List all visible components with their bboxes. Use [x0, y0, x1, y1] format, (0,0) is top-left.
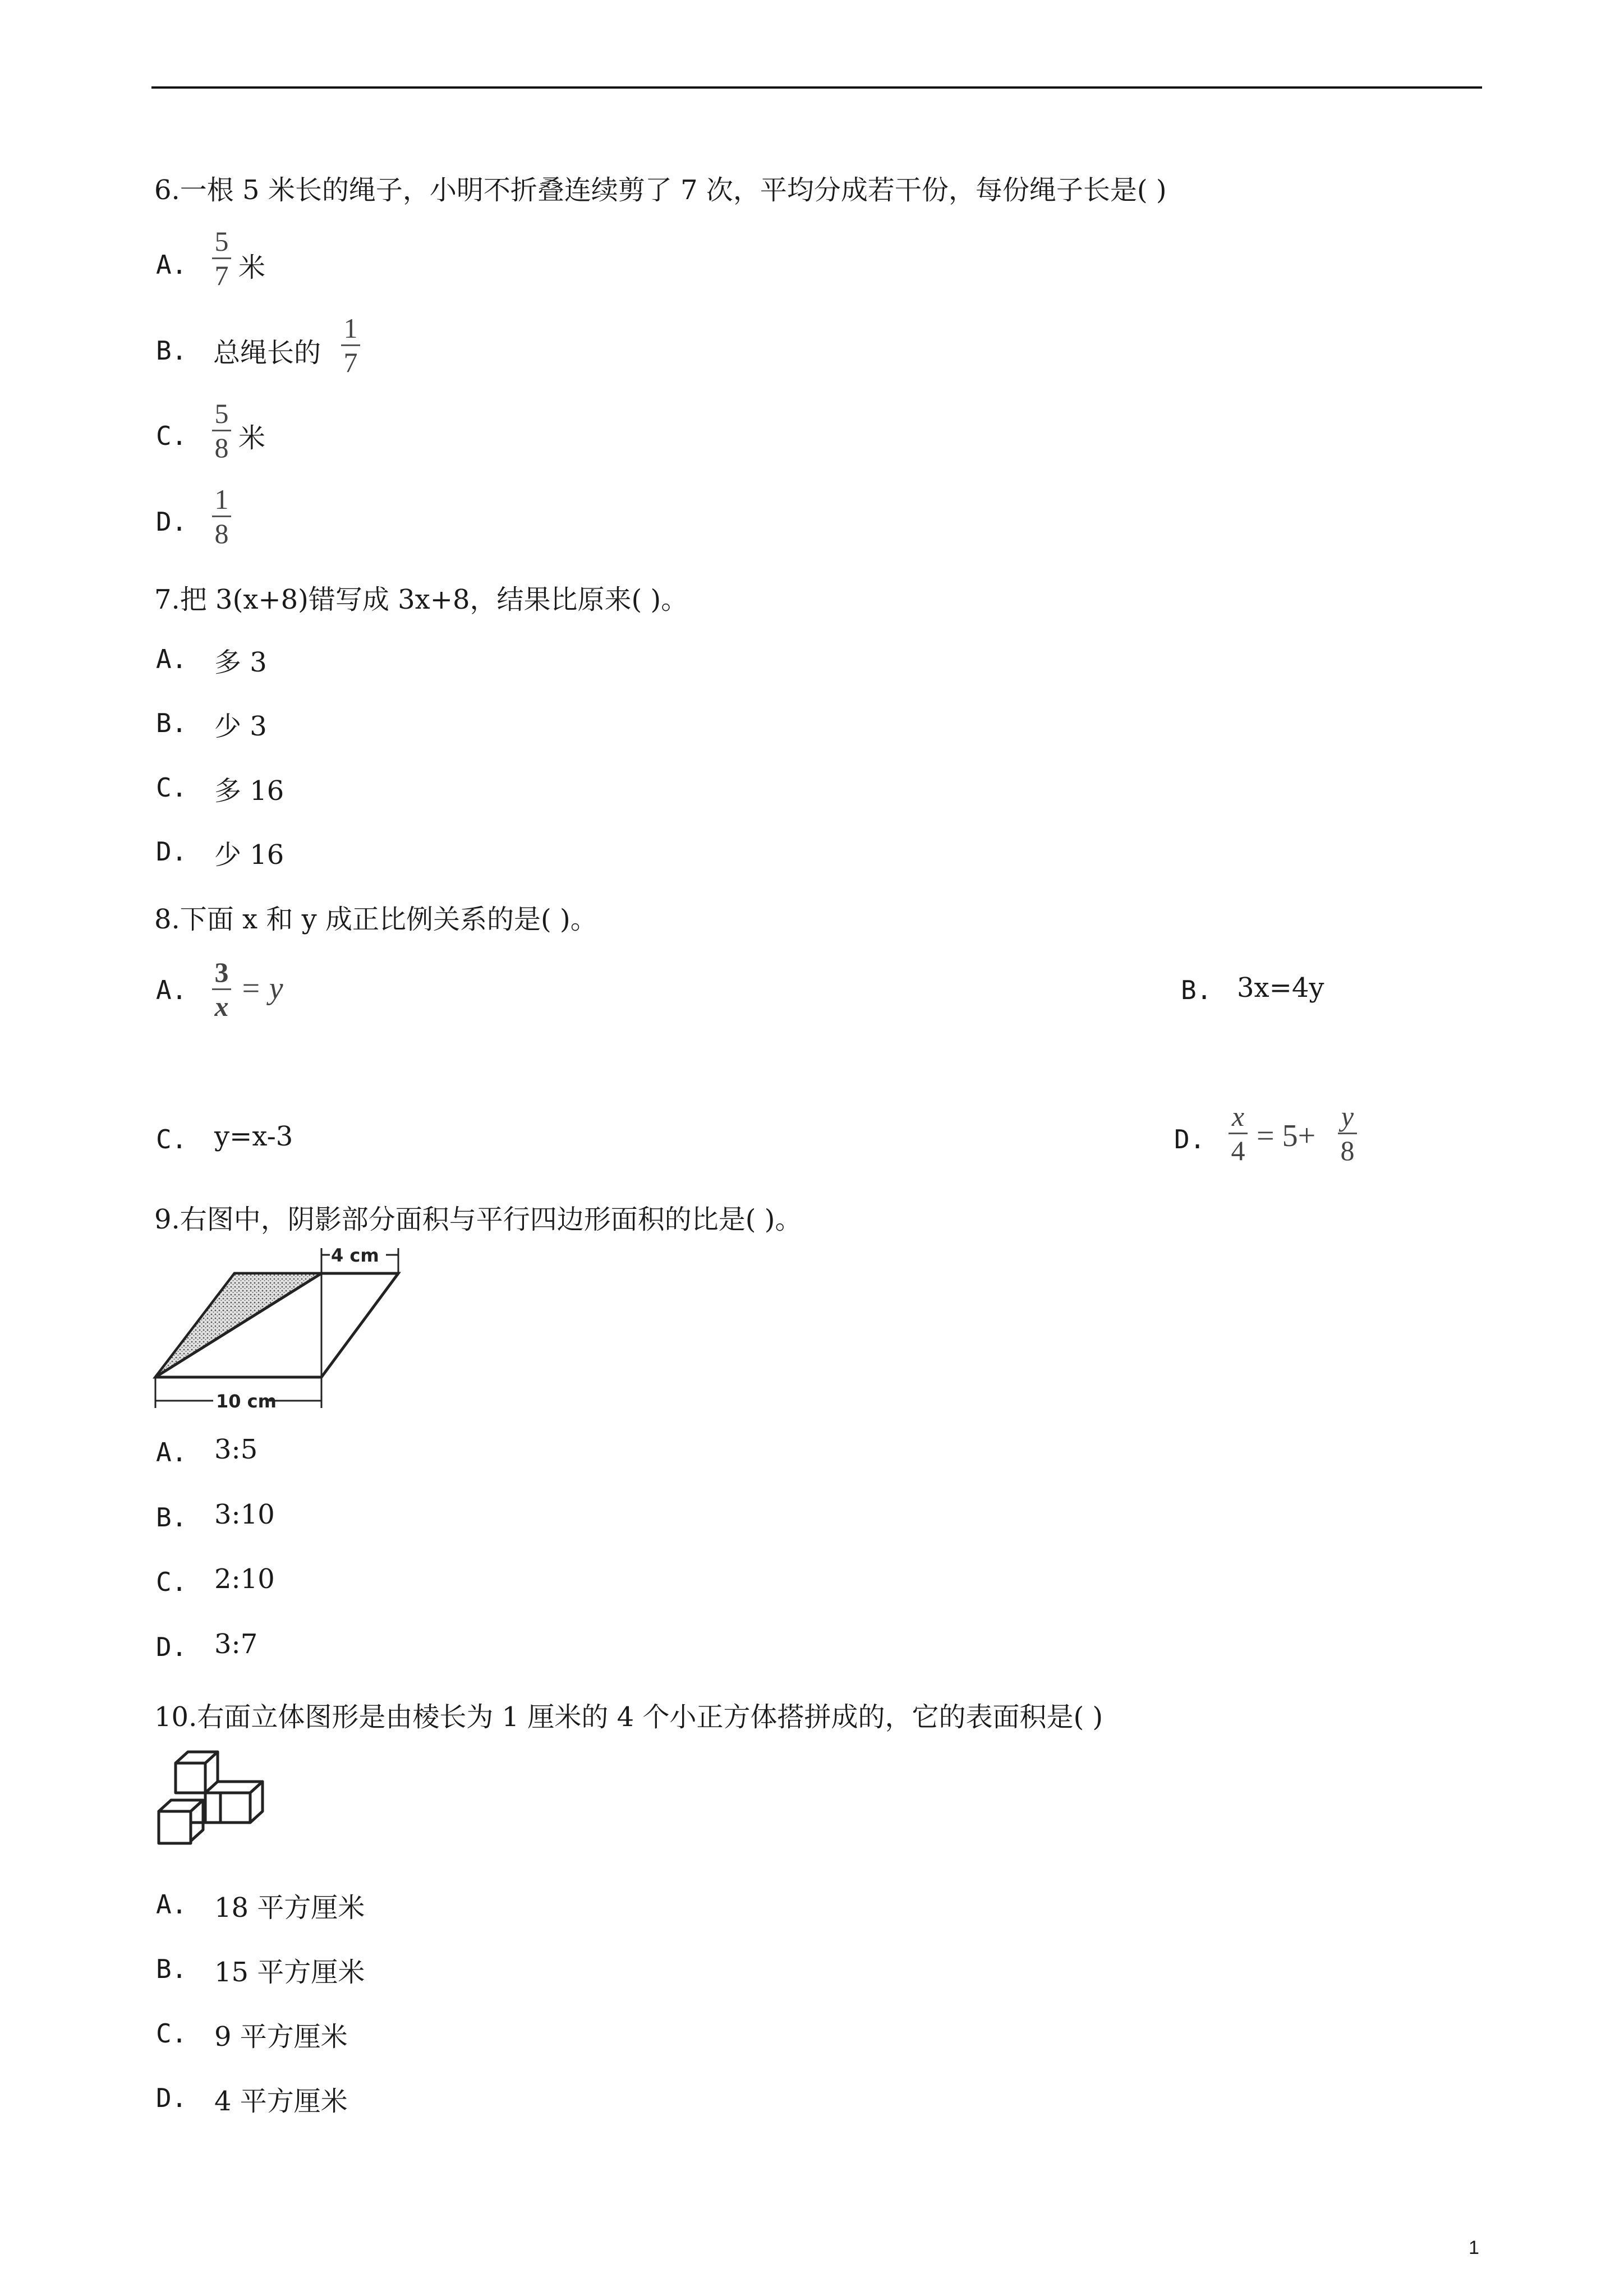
parallelogram-figure — [151, 1243, 410, 1414]
q6-option-c-fraction — [212, 399, 231, 462]
q7-option-b-letter: B. — [156, 708, 187, 738]
question-9-stem: 9.右图中，阴影部分面积与平行四边形面积的比是( )。 — [154, 1204, 802, 1235]
question-8-stem: 8.下面 x 和 y 成正比例关系的是( )。 — [154, 904, 597, 935]
fraction-numerator: 5 — [214, 398, 229, 429]
q6-option-b-prefix: 总绳长的 — [213, 337, 321, 369]
q8-option-a-fraction — [212, 958, 231, 1020]
q7-option-c-letter: C. — [156, 772, 187, 803]
q10-option-d-text: 4 平方厘米 — [214, 2086, 348, 2117]
question-7-stem: 7.把 3(x+8)错写成 3x+8，结果比原来( )。 — [154, 584, 688, 615]
q7-option-d-letter: D. — [156, 836, 187, 867]
q8-option-a-rest: = y — [240, 971, 283, 1006]
q8-option-a-letter: A. — [156, 975, 187, 1005]
q10-option-a-text: 18 平方厘米 — [214, 1892, 365, 1924]
q8-option-d-mid: = 5+ — [1257, 1119, 1316, 1153]
q10-option-c-text: 9 平方厘米 — [214, 2021, 348, 2053]
fraction-bar — [1338, 1133, 1357, 1134]
q6-option-c-letter: C. — [156, 421, 187, 451]
q9-option-d-letter: D. — [156, 1632, 187, 1662]
q8-option-d-fraction-left — [1229, 1102, 1248, 1165]
fraction-numerator: 1 — [343, 312, 358, 344]
fraction-denominator: 7 — [343, 347, 358, 378]
fraction-denominator: 8 — [1340, 1135, 1355, 1166]
fraction-numerator: x — [1231, 1101, 1245, 1132]
q8-option-d-fraction-right — [1338, 1102, 1357, 1165]
q8-option-b-text: 3x=4y — [1237, 972, 1324, 1004]
fraction-bar — [212, 988, 231, 990]
q6-option-c-unit: 米 — [238, 422, 266, 454]
q7-option-c-text: 多 16 — [214, 775, 284, 807]
q9-option-a-text: 3:5 — [214, 1434, 258, 1465]
figure-top-label: 4 cm — [331, 1245, 379, 1266]
q6-option-b-letter: B. — [156, 335, 187, 366]
q10-option-b-text: 15 平方厘米 — [214, 1957, 365, 1988]
fraction-denominator: 8 — [214, 432, 229, 463]
q8-option-c-letter: C. — [156, 1124, 187, 1154]
cubes-figure — [156, 1749, 277, 1861]
q6-option-d-fraction — [212, 485, 231, 547]
q6-option-d-letter: D. — [156, 507, 187, 537]
header-rule — [151, 86, 1482, 89]
fraction-numerator: y — [1341, 1101, 1354, 1132]
q7-option-b-text: 少 3 — [214, 711, 267, 742]
question-6-stem: 6.一根 5 米长的绳子，小明不折叠连续剪了 7 次，平均分成若干份，每份绳子长是( ) — [154, 174, 1167, 206]
figure-bottom-label: 10 cm — [216, 1391, 277, 1412]
fraction-bar — [212, 516, 231, 517]
q7-option-a-text: 多 3 — [214, 647, 267, 678]
page-number: 1 — [1469, 2237, 1479, 2258]
q7-option-a-letter: A. — [156, 644, 187, 674]
q9-option-b-text: 3:10 — [214, 1499, 275, 1530]
fraction-numerator: 3 — [214, 956, 229, 988]
q6-option-a-unit: 米 — [238, 252, 266, 283]
fraction-denominator: 7 — [214, 260, 229, 291]
q10-option-c-letter: C. — [156, 2018, 187, 2049]
fraction-numerator: 1 — [214, 484, 229, 515]
q8-option-d-letter: D. — [1174, 1124, 1206, 1154]
q9-option-b-letter: B. — [156, 1502, 187, 1533]
q6-option-a-fraction — [212, 227, 231, 289]
q10-option-b-letter: B. — [156, 1954, 187, 1984]
fraction-bar — [212, 257, 231, 259]
q7-option-d-text: 少 16 — [214, 839, 284, 871]
q8-option-b-letter: B. — [1181, 975, 1212, 1005]
fraction-numerator: 5 — [214, 226, 229, 257]
fraction-denominator: x — [214, 991, 229, 1022]
fraction-denominator: 4 — [1231, 1135, 1245, 1166]
q9-option-c-letter: C. — [156, 1567, 187, 1597]
fraction-bar — [1229, 1133, 1248, 1134]
q6-option-a-letter: A. — [156, 250, 187, 280]
q8-option-c-text: y=x-3 — [214, 1121, 293, 1152]
q9-option-a-letter: A. — [156, 1437, 187, 1467]
q10-option-a-letter: A. — [156, 1889, 187, 1920]
fraction-bar — [341, 344, 360, 346]
question-10-stem: 10.右面立体图形是由棱长为 1 厘米的 4 个小正方体搭拼成的，它的表面积是( ) — [154, 1701, 1103, 1733]
fraction-denominator: 8 — [214, 518, 229, 549]
q9-option-c-text: 2:10 — [214, 1563, 275, 1595]
q10-option-d-letter: D. — [156, 2083, 187, 2113]
q9-option-d-text: 3:7 — [214, 1628, 258, 1660]
fraction-bar — [212, 430, 231, 431]
q6-option-b-fraction — [341, 314, 360, 376]
